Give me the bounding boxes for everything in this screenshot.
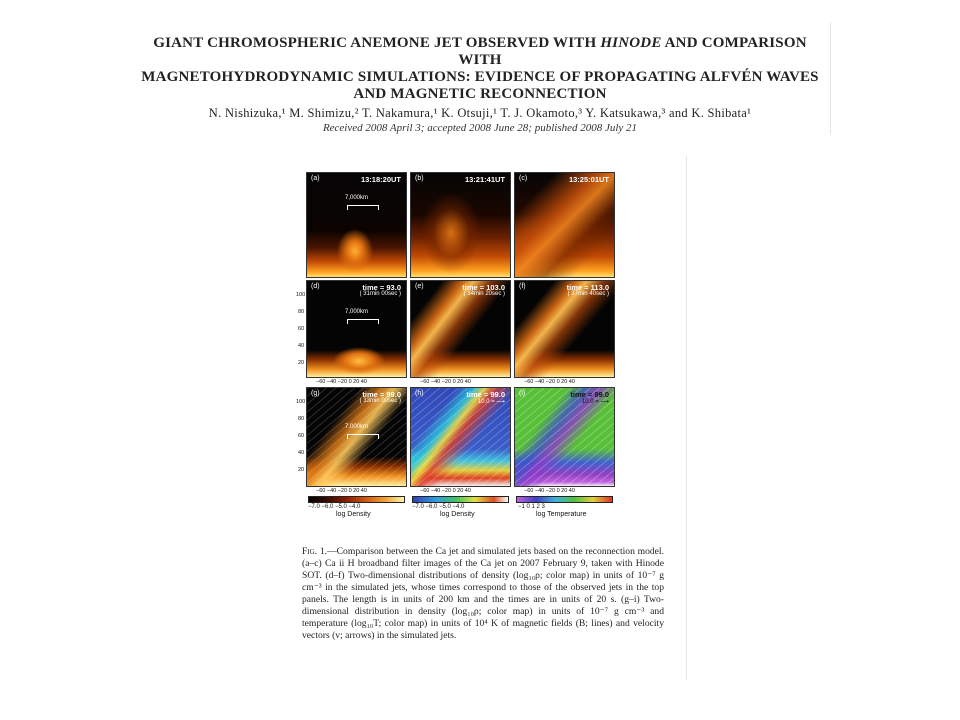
panel-a: (a) 13:18:20UT 7,000km: [306, 172, 407, 278]
colorbar-density-2: [412, 496, 509, 503]
colorbar-density-1: [308, 496, 405, 503]
figure-caption: [302, 546, 664, 642]
page-divider: [686, 156, 687, 680]
title-line-1: GIANT CHROMOSPHERIC ANEMONE JET OBSERVED WITH HINODE AND COMPARISON WITH: [153, 35, 807, 68]
panel-d: (d) time = 93.0 ( 31min 00sec ) 7,000km: [306, 280, 407, 378]
scale-bar: [347, 319, 379, 324]
panel-c: (c) 13:25:01UT: [514, 172, 615, 278]
scale-bar: [347, 205, 379, 210]
panel-g: (g) time = 99.0 ( 33min 00sec ) 7,000km: [306, 387, 407, 487]
panel-b: (b) 13:21:41UT: [410, 172, 511, 278]
paper-title: [130, 35, 830, 103]
panel-e: (e) time = 103.0 ( 34min 20sec ): [410, 280, 511, 378]
colorbar-temperature: [516, 496, 613, 503]
paper-dates: Received 2008 April 3; accepted 2008 June 28; published 2008 July 21: [322, 122, 638, 134]
paper-authors: N. Nishizuka,¹ M. Shimizu,² T. Nakamura,¹ K. Otsuji,¹ T. J. Okamoto,³ Y. Katsukawa,³ and K. Shibata¹: [208, 106, 752, 120]
title-line-2: MAGNETOHYDRODYNAMIC SIMULATIONS: EVIDENCE OF PROPAGATING ALFVÉN WAVES: [141, 69, 819, 85]
figure-1: (a) 13:18:20UT 7,000km (b) 13:21:41UT (c) 13:25:01UT 100 80 60 40 20 (d) time = 93.0 ( 31min 00sec ) 7,000km (e) time = 103.0 ( 34min 20sec ) (f) time = 113.0 ( 37min 40sec ) −60 −40 −20 0 20 40 −60 −40 −20 0 20 40 −60 −40 −20 0 20 40 100 80 60 40 20 (g) time = 99.0 ( 33min 00sec ) 7,000km (h) time = 99.0 10.0 = ⟶ (i) time = 99.0 10.0 = ⟶ −60 −40 −20 0 20 40 −60 −40 −20 0 20 40 −60 −40 −20 0 20 40 −7.0 −6.0 −5.0 −4.0 log Density −7.0 −6.0 −5.0 −4.0 log Density −1 0 1 2 3 log Temperature: [292, 172, 632, 517]
title-line-3: AND MAGNETIC RECONNECTION: [353, 86, 607, 102]
caption-text: —Comparison between the Ca jet and simulated jets based on the reconnection model. (a–c) Ca ii H broadband filter images of the Ca jet on 2007 February 9, taken with Hinode SOT. (d–f) Two-dimensional distributions of density (log₁₀ρ; color map) in units of 10⁻⁷ g cm⁻³ in the simulated jets, whose times correspond to those of the observed jets in the top panels. The length is in units of 200 km and the times are in units of 20 s. (g–i) Two-dimensional distribution in density (log₁₀ρ; color map) in units of 10⁻⁷ g cm⁻³ and temperature (log₁₀T; color map) in units of 10⁴ K of magnetic fields (B; lines) and velocity vectors (v; arrows) in the simulated jets.: [302, 546, 664, 641]
panel-h: (h) time = 99.0 10.0 = ⟶: [410, 387, 511, 487]
caption-label: Fig. 1.: [302, 546, 328, 557]
paper-header: [130, 22, 831, 134]
panel-i: (i) time = 99.0 10.0 = ⟶: [514, 387, 615, 487]
panel-f: (f) time = 113.0 ( 37min 40sec ): [514, 280, 615, 378]
scale-bar: [347, 434, 379, 439]
